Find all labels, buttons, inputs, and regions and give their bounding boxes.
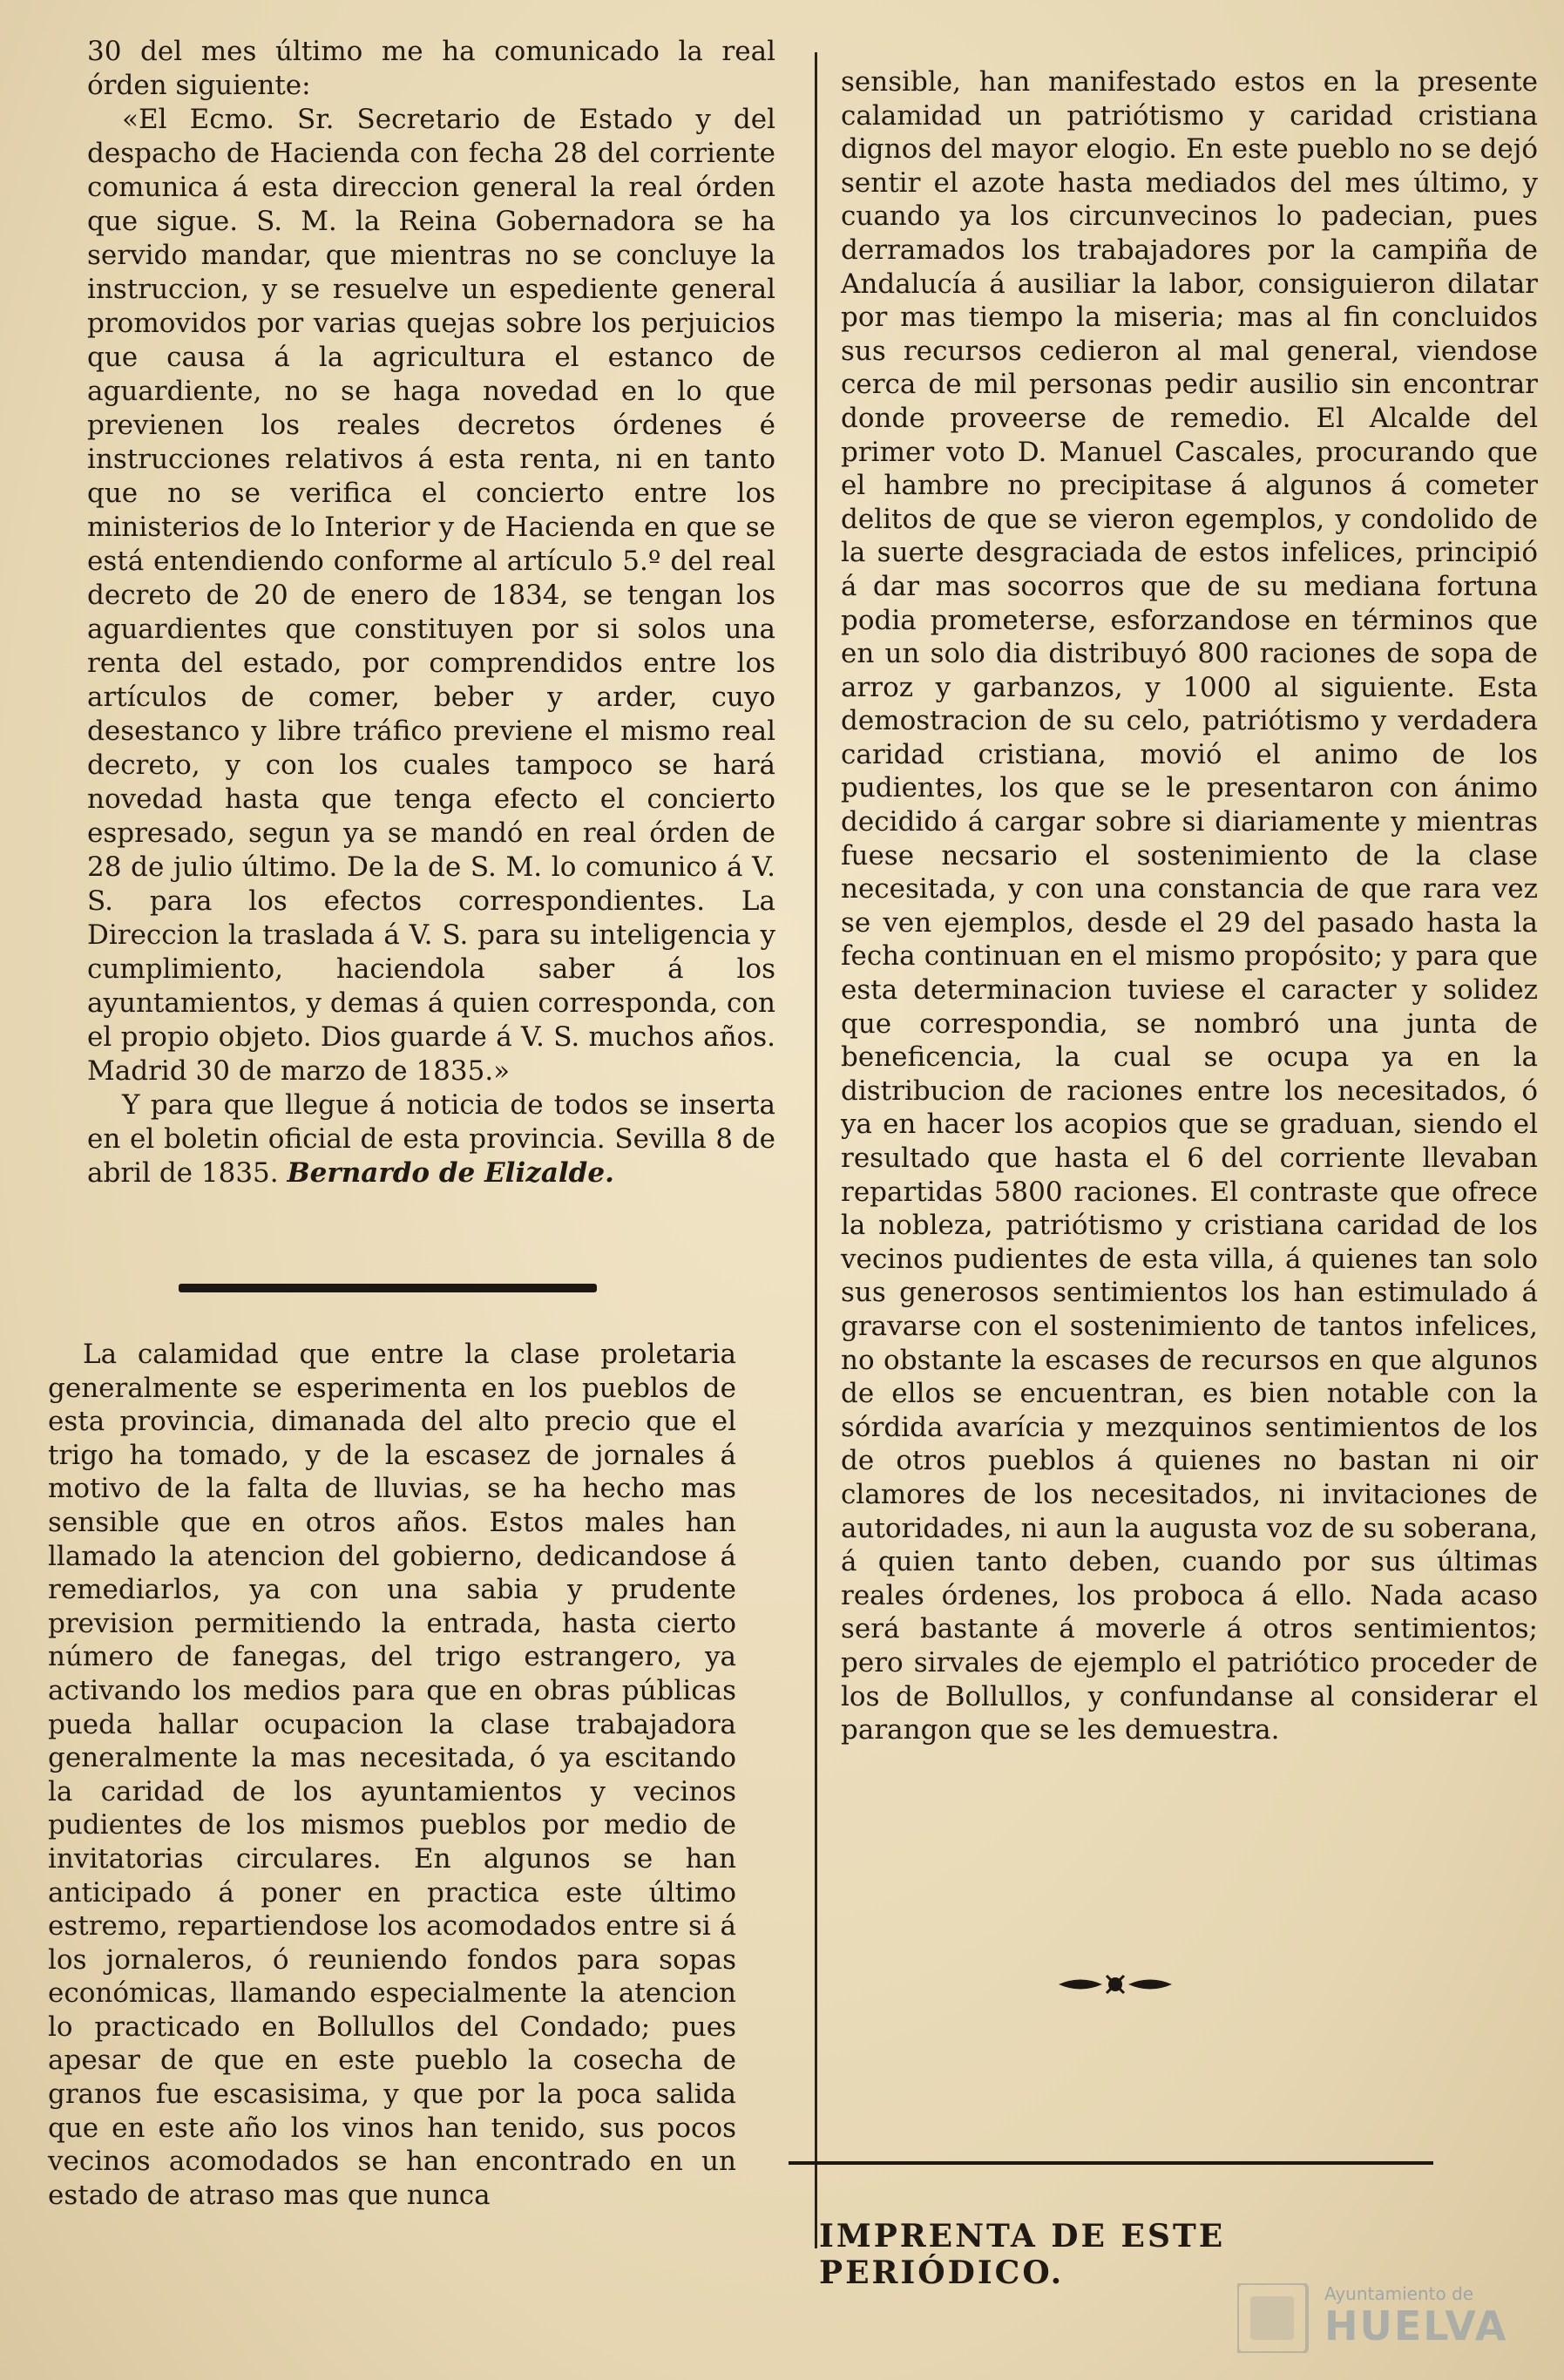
footer-rule [789,2161,1433,2165]
royal-order-text: «El Ecmo. Sr. Secretario de Estado y del despacho de Hacienda con fecha 28 del corriente comunica á esta direccion general la real órden que sigue. S. M. la Reina Gobernadora se ha servido mandar, que mientras no se concluye la instruccion, y se resuelve un espediente general promovidos por varias quejas sobre los perjuicios que causa á la agricultura el estanco de aguardiente, no se haga novedad en lo que previenen los reales decretos órdenes é instrucciones relativos á esta renta, ni en tanto que no se verifica el concierto entre los ministerios de lo Interior y de Hacienda en que se está entendiendo conforme al artículo 5.º del real decreto de 20 de enero de 1834, se tengan los aguardientes que constituyen por si solos una renta del estado, por comprendidos entre los artículos de comer, beber y arder, cuyo desestanco y libre tráfico previene el mismo real decreto, y con los cuales tampoco se hará novedad hasta que tenga efecto el concierto espresado, segun ya se mandó en real órden de 28 de julio último. De la de S. M. lo comunico á V. S. para los efectos correspondientes. La Direccion la traslada á V. S. para su inteligencia y cumplimiento, haciendola saber á los ayuntamientos, y demas á quien corresponda, con el propio objeto. Dios guarde á V. S. muchos años. Madrid 30 de marzo de 1835.» [87,104,775,1087]
imprint-line: IMPRENTA DE ESTE PERIÓDICO. [819,2218,1226,2291]
signature: Bernardo de Elizalde. [287,1157,614,1189]
left-column-top [87,35,775,1190]
column-rule [815,52,817,2248]
intro-line: 30 del mes último me ha comunicado la real órden siguiente: [87,36,775,101]
section-divider [179,1284,597,1292]
right-column [841,65,1538,1747]
ornament-icon [1054,1971,1176,1997]
calamity-article: La calamidad que entre la clase proletaria generalmente se esperimenta en los pueblos de esta provincia, dimanada del alto precio que el trigo ha tomado, y de la escasez de jornales á motivo de la falta de lluvias, se ha hecho mas sensible que en otros años. Estos males han llamado la atencion del gobierno, dedicandose á remediarlos, ya con una sabia y prudente prevision permitiendo la entrada, hasta cierto número de fanegas, del trigo estrangero, ya activando los medios para que en obras públicas pueda hallar ocupacion la clase trabajadora generalmente la mas necesitada, ó ya escitando la caridad de los ayuntamientos y vecinos pudientes de los mismos pueblos por medio de invitatorias circulares. En algunos se han anticipado á poner en practica este último estremo, repartiendose los acomodados entre si á los jornaleros, ó reuniendo fondos para sopas económicas, llamando especialmente la atencion lo practicado en Bollullos del Condado; pues apesar de que en este pueblo la cosecha de granos fue escasisima, y que por la poca salida que en este año los vinos han tenido, sus pocos vecinos acomodados se han encontrado en un estado de atraso mas que nunca [48,1339,736,2211]
closing-text: Y para que llegue á noticia de todos se inserta en el boletin oficial de esta provincia. Sevilla 8 de abril de 1835. [87,1089,775,1189]
left-column-bottom [48,1338,736,2212]
article-continuation: sensible, han manifestado estos en la presente calamidad un patriótismo y caridad cristiana dignos del mayor elogio. En este pueblo no se dejó sentir el azote hasta mediados del mes último, y cuando ya los circunvecinos lo padecian, pues derramados los trabajadores por la campiña de Andalucía á ausiliar la labor, consiguieron dilatar por mas tiempo la miseria; mas al fin concluidos sus recursos cedieron al mal general, viendose cerca de mil personas pedir ausilio sin encontrar donde proveerse de remedio. El Alcalde del primer voto D. Manuel Cascales, procurando que el hambre no precipitase á algunos á cometer delitos de que se vieron egemplos, y condolido de la suerte desgraciada de estos infelices, principió á dar mas socorros que de su mediana fortuna podia prometerse, esforzandose en términos que en un solo dia distribuyó 800 raciones de sopa de arroz y garbanzos, y 1000 al siguiente. Esta demostracion de su celo, patriótismo y verdadera caridad cristiana, movió el animo de los pudientes, los que se le presentaron con ánimo decidido á cargar sobre si diariamente y mientras fuese necsario el sostenimiento de la clase necesitada, y con una constancia de que rara vez se ven ejemplos, desde el 29 del pasado hasta la fecha continuan en el mismo propósito; y para que esta determinacion tuviese el caracter y solidez que correspondia, se nombró una junta de beneficencia, la cual se ocupa ya en la distribucion de raciones entre los necesitados, ó ya en hacer los acopios que se graduan, siendo el resultado que hasta el 6 del corriente llevaban repartidas 5800 raciones. El contraste que ofrece la nobleza, patriótismo y cristiana caridad de los vecinos pudientes de esta villa, á quienes tan solo sus generosos sentimientos los han estimulado á gravarse con el sostenimiento de tantos infelices, no obstante la escases de recursos en que algunos de ellos se encuentran, es bien notable con la sórdida avarícia y mezquinos sentimientos de los de otros pueblos á quienes no bastan ni oir clamores de los necesitados, ni invitaciones de autoridades, ni aun la augusta voz de su soberana, á quien tanto deben, cuando por sus últimas reales órdenes, los proboca á ello. Nada acaso será bastante á moverle á otros sentimientos; pero sirvales de ejemplo el patriótico proceder de los de Bollullos, y confundanse al considerar el parangon que se les demuestra. [841,66,1538,1746]
watermark-title: HUELVA [1324,2302,1508,2349]
watermark-subtitle: Ayuntamiento de [1324,2283,1474,2304]
closing-paragraph [87,1088,775,1190]
